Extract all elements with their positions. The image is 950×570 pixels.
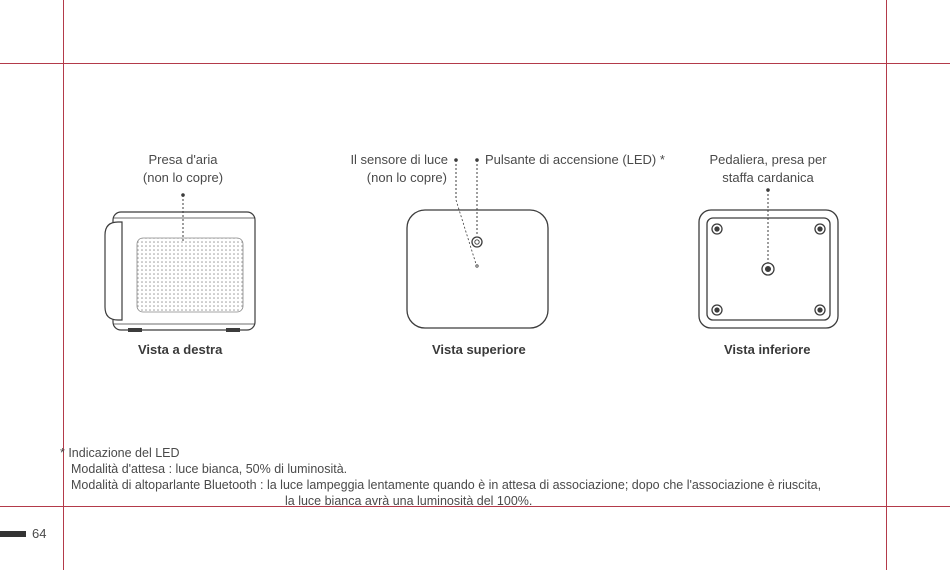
- air-intake-label: Presa d'aria (non lo copre): [142, 152, 224, 185]
- top-view-drawing: [407, 210, 548, 328]
- led-footnote-bluetooth-2: la luce bianca avrà una luminosità del 100%.: [285, 494, 533, 508]
- right-view-title: Vista a destra: [138, 342, 223, 357]
- power-button-led-icon: [472, 237, 482, 247]
- led-footnote-title: * Indicazione del LED: [60, 446, 180, 460]
- right-side-view-drawing: [105, 212, 255, 332]
- led-footnote-standby: Modalità d'attesa : luce bianca, 50% di luminosità.: [71, 462, 348, 476]
- tripod-socket-label: Pedaliera, presa per staffa cardanica: [709, 152, 827, 185]
- bottom-view-title: Vista inferiore: [724, 342, 811, 357]
- power-button-label: Pulsante di accensione (LED) *: [485, 152, 665, 167]
- led-footnote-bluetooth-1: Modalità di altoparlante Bluetooth : la luce lampeggia lentamente quando è in attesa di associazione; dopo che l'associazione è riuscita,: [71, 478, 822, 492]
- page-number: 64: [32, 526, 47, 541]
- top-view-title: Vista superiore: [432, 342, 526, 357]
- page-number-bar: [0, 531, 26, 537]
- light-sensor-label: Il sensore di luce (non lo copre): [350, 152, 448, 185]
